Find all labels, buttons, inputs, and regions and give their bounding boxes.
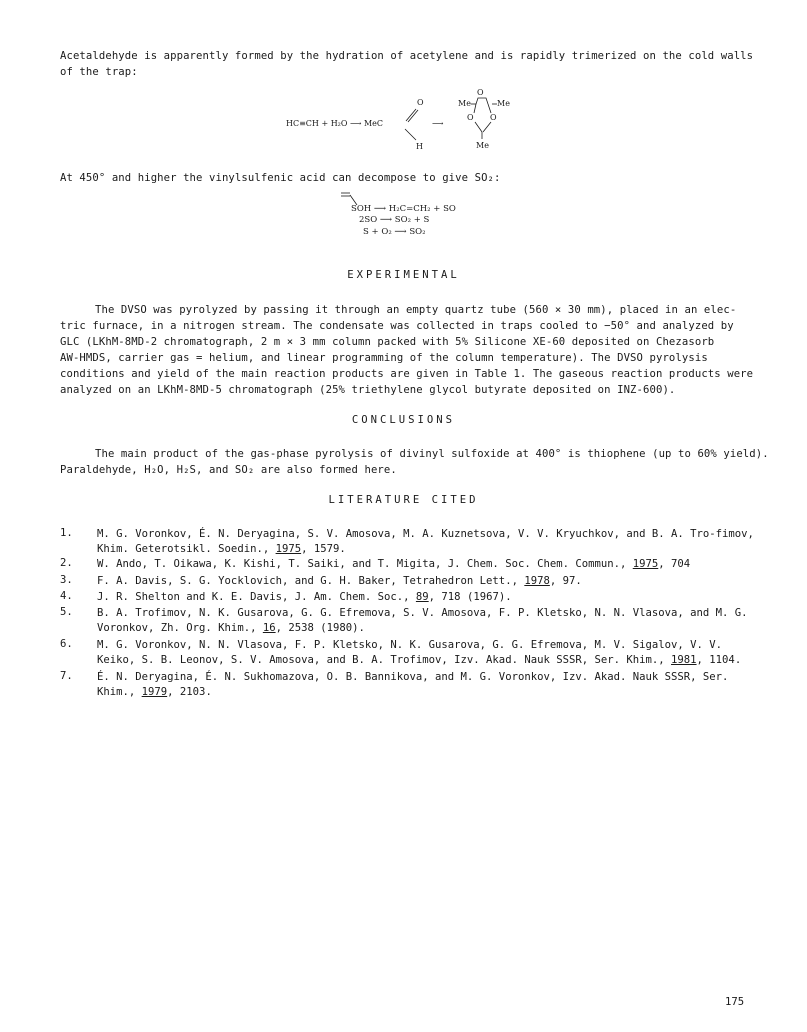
literature-heading: LITERATURE CITED	[328, 494, 479, 506]
conclusions-line-2: Paraldehyde, H₂O, H₂S, and SO₂ are also formed here.	[60, 464, 397, 476]
ref-number: 4.	[60, 590, 73, 602]
intro-line-1: Acetaldehyde is apparently formed by the hydration of acetylene and is rapidly trimerized on the cold walls	[60, 50, 754, 62]
conclusions-heading: CONCLUSIONS	[351, 414, 456, 426]
experimental-line-5: conditions and yield of the main reaction products are given in Table 1. The gaseous reaction products were	[60, 368, 754, 380]
conclusions-line-1: The main product of the gas-phase pyrolysis of divinyl sulfoxide at 400° is thiophene (up to 60% yield).	[95, 448, 769, 460]
experimental-line-4: AW-HMDS, carrier gas = helium, and linear programming of the column temperature). The DVSO pyrolysis	[60, 352, 708, 364]
ring-me-bottom: Me	[476, 141, 489, 150]
ring-o-right: O	[490, 113, 497, 122]
experimental-line-2: tric furnace, in a nitrogen stream. The condensate was collected in traps cooled to −50° and analyzed by	[60, 320, 734, 332]
ref-entry: W. Ando, T. Oikawa, K. Kishi, T. Saiki, and T. Migita, J. Chem. Soc. Chem. Commun., 1975, 704	[97, 558, 691, 570]
scheme2-line-1: SOH ⟶ H₂C=CH₂ + SO	[351, 204, 456, 214]
ref-number: 1.	[60, 527, 73, 539]
ref-number: 7.	[60, 670, 73, 682]
para-450-text: At 450° and higher the vinylsulfenic acid can decompose to give SO₂:	[60, 172, 501, 184]
experimental-line-6: analyzed on an LKhM-8MD-5 chromatograph (25% triethylene glycol butyrate deposited on INZ-600).	[60, 384, 676, 396]
scheme1-arrow: ⟶	[432, 119, 444, 128]
ref-entry: M. G. Voronkov, N. N. Vlasova, F. P. Kletsko, N. K. Gusarova, G. G. Efremova, M. V. Sigalov, V. V. Keiko, S. B. Leonov, S. V. Amosova, and B. A. Trofimov, Izv. Akad. Nauk SSSR, Ser. Khim., 1981, 1104.	[97, 639, 742, 666]
scheme1-o-label: O	[417, 98, 424, 107]
intro-line-2: of the trap:	[60, 66, 138, 78]
experimental-heading: EXPERIMENTAL	[347, 269, 460, 281]
ref-number: 5.	[60, 606, 73, 618]
experimental-line-1: The DVSO was pyrolyzed by passing it through an empty quartz tube (560 × 30 mm), placed in an elec-	[95, 304, 737, 316]
scheme1-reactants: HC≡CH + H₂O ⟶ MeC	[286, 119, 384, 128]
ref-entry: F. A. Davis, S. G. Yocklovich, and G. H. Baker, Tetrahedron Lett., 1978, 97.	[97, 575, 582, 587]
ref-number: 3.	[60, 574, 73, 586]
ref-entry: B. A. Trofimov, N. K. Gusarova, G. G. Efremova, S. V. Amosova, F. P. Kletsko, N. N. Vlasova, and M. G. Voronkov, Zh. Org. Khim., 16, 2538 (1980).	[97, 607, 748, 634]
ref-entry: M. G. Voronkov, É. N. Deryagina, S. V. Amosova, M. A. Kuznetsova, V. V. Kryuchkov, and B. A. Tro-fimov, Khim. Geterotsikl. Soedin., 1975, 1579.	[97, 528, 754, 555]
ring-me-left: Me	[458, 99, 471, 108]
acetaldehyde-trimerization-scheme	[270, 86, 530, 158]
ref-entry: J. R. Shelton and K. E. Davis, J. Am. Chem. Soc., 89, 718 (1967).	[97, 591, 512, 603]
ring-me-right: Me	[497, 99, 510, 108]
page-number: 175	[725, 996, 745, 1008]
ref-number: 2.	[60, 557, 73, 569]
ring-o-top: O	[477, 88, 484, 97]
experimental-line-3: GLC (LKhM-8MD-2 chromatograph, 2 m × 3 mm column packed with 5% Silicone XE-60 deposited on Chezasorb	[60, 336, 715, 348]
ring-o-left: O	[467, 113, 474, 122]
scheme2-line-3: S + O₂ ⟶ SO₂	[363, 227, 426, 237]
ref-entry: É. N. Deryagina, É. N. Sukhomazova, O. B. Bannikova, and M. G. Voronkov, Izv. Akad. Nauk SSSR, Ser. Khim., 1979, 2103.	[97, 671, 729, 698]
scheme2-line-2: 2SO ⟶ SO₂ + S	[359, 215, 430, 225]
ref-number: 6.	[60, 638, 73, 650]
scheme1-h-label: H	[416, 142, 423, 151]
